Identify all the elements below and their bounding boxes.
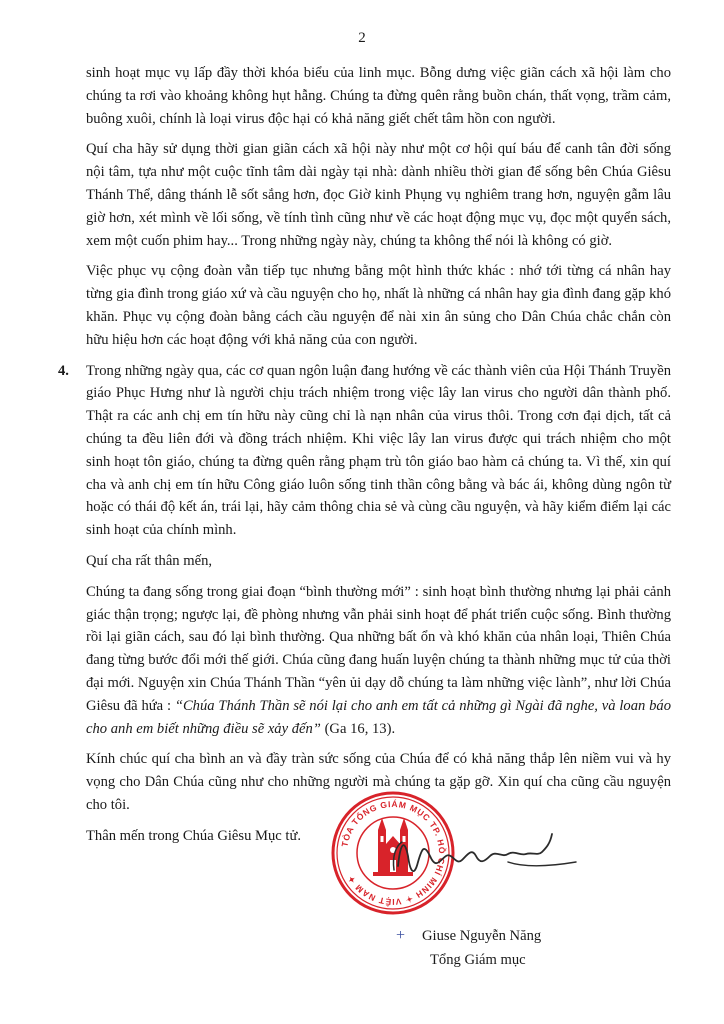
paragraph-3: Việc phục vụ cộng đoàn vẫn tiếp tục nhưng bằng một hình thức khác : nhớ tới từng cá nhân hay từng gia đình trong giáo xứ và cầu nguyện cho họ, nhất là những cá nhân hay gia đình đang gặp khó khăn. Phục vụ cộng đoàn bằng cách cầu nguyện để nài xin ân sủng cho Dân Chúa chắc chắn còn hữu hiệu hơn các hoạt động với khả năng của con người.	[86, 263, 671, 348]
numbered-item-4	[58, 360, 671, 542]
signer-name-row	[396, 924, 600, 948]
paragraph-5	[86, 581, 671, 741]
letter-body	[58, 62, 672, 848]
closing-line: Thân mến trong Chúa Giêsu Mục tử.	[86, 827, 302, 844]
handwritten-signature	[390, 826, 590, 896]
paragraph-2: Quí cha hãy sử dụng thời gian giãn cách xã hội này như một cơ hội quí báu để canh tân đời sống nội tâm, tựa như một cuộc tĩnh tâm dài ngày tại nhà: dành nhiều thời gian để sống bên Chúa Giêsu Thánh Thể, dâng thánh lễ sốt sắng hơn, đọc Giờ kinh Phụng vụ nghiêm trang hơn, nguyện gẫm lâu giờ hơn, xét mình về lối sống, về tính tình cũng như về các hoạt động mục vụ, đọc một quyển sách, xem một cuốn phim hay... Trong những ngày này, chúng ta không thể nói là không có giờ.	[86, 141, 671, 249]
signer-name: Giuse Nguyễn Năng	[422, 928, 542, 944]
signer-title: Tổng Giám mục	[430, 952, 526, 968]
scripture-reference: (Ga 16, 13).	[320, 720, 396, 737]
item-number: 4.	[58, 362, 69, 379]
scripture-quote: “Chúa Thánh Thần sẽ nói lại cho anh em tất cả những gì Ngài đã nghe, và loan báo cho anh em biết những điều sẽ xảy đến”	[86, 697, 672, 737]
cross-icon: +	[396, 927, 406, 944]
paragraph-1: sinh hoạt mục vụ lấp đầy thời khóa biểu của linh mục. Bỗng dưng việc giãn cách xã hội làm cho chúng ta rơi vào khoảng không hụt hẫng. Chúng ta đừng quên rằng buồn chán, thất vọng, trầm cảm, buông xuôi, chính là loại virus độc hại có khả năng giết chết tâm hồn con người.	[86, 65, 671, 127]
paragraph-6: Kính chúc quí cha bình an và đầy tràn sức sống của Chúa để có khả năng thắp lên niềm vui và hy vọng cho Dân Chúa cũng như cho những người mà chúng ta gặp gỡ. Xin quí cha cũng cầu nguyện cho tôi.	[86, 751, 671, 813]
greeting: Quí cha rất thân mến,	[86, 552, 213, 569]
paragraph-5-text: Chúng ta đang sống trong giai đoạn “bình thường mới” : sinh hoạt bình thường nhưng lại phải cảnh giác thận trọng; ngược lại, đề phòng nhưng vẫn phải sinh hoạt để phát triển cuộc sống. Bình thường rồi lại giãn cách, sau đó lại bình thường. Qua những bất ổn và khó khăn của nhân loại, Thiên Chúa đang từng bước đổi mới thế giới. Chúa cũng đang huấn luyện chúng ta thành những mục tử của thời đại mới. Nguyện xin Chúa Thánh Thần “yên ủi dạy dỗ chúng ta làm những việc lành”, như lời Chúa Giêsu đã hứa :	[86, 583, 671, 714]
paragraph-4: Trong những ngày qua, các cơ quan ngôn luận đang hướng về các thành viên của Hội Thánh Truyền giáo Phục Hưng như là người chịu trách nhiệm trong việc lây lan virus cho người dân thành phố. Thật ra các anh chị em tín hữu này cũng chỉ là nạn nhân của virus thôi. Trong cơn đại dịch, tất cả chúng ta đều liên đới và đồng trách nhiệm. Khi việc lây lan virus được qui trách nhiệm cho một sinh hoạt tôn giáo, chúng ta đừng quên rằng phạm trù tôn giáo bao hàm cả chúng ta. Vì thế, xin quí cha và anh chị em tín hữu Công giáo luôn sống tinh thần công bằng và bác ái, không dùng ngôn từ hoặc có thái độ kết án, trái lại, hãy cảm thông chia sẻ và cùng cầu nguyện, và hãy kiểm điểm lại các sinh hoạt của chính mình.	[86, 362, 671, 539]
page-number: 2	[358, 30, 366, 46]
svg-text:TÒA TỔNG GIÁM MỤC TP. HỒ CHÍ M: TÒA TỔNG GIÁM MỤC TP. HỒ CHÍ MINH ✦ VIỆT NAM ✦	[339, 798, 448, 908]
signature-block	[396, 924, 600, 972]
